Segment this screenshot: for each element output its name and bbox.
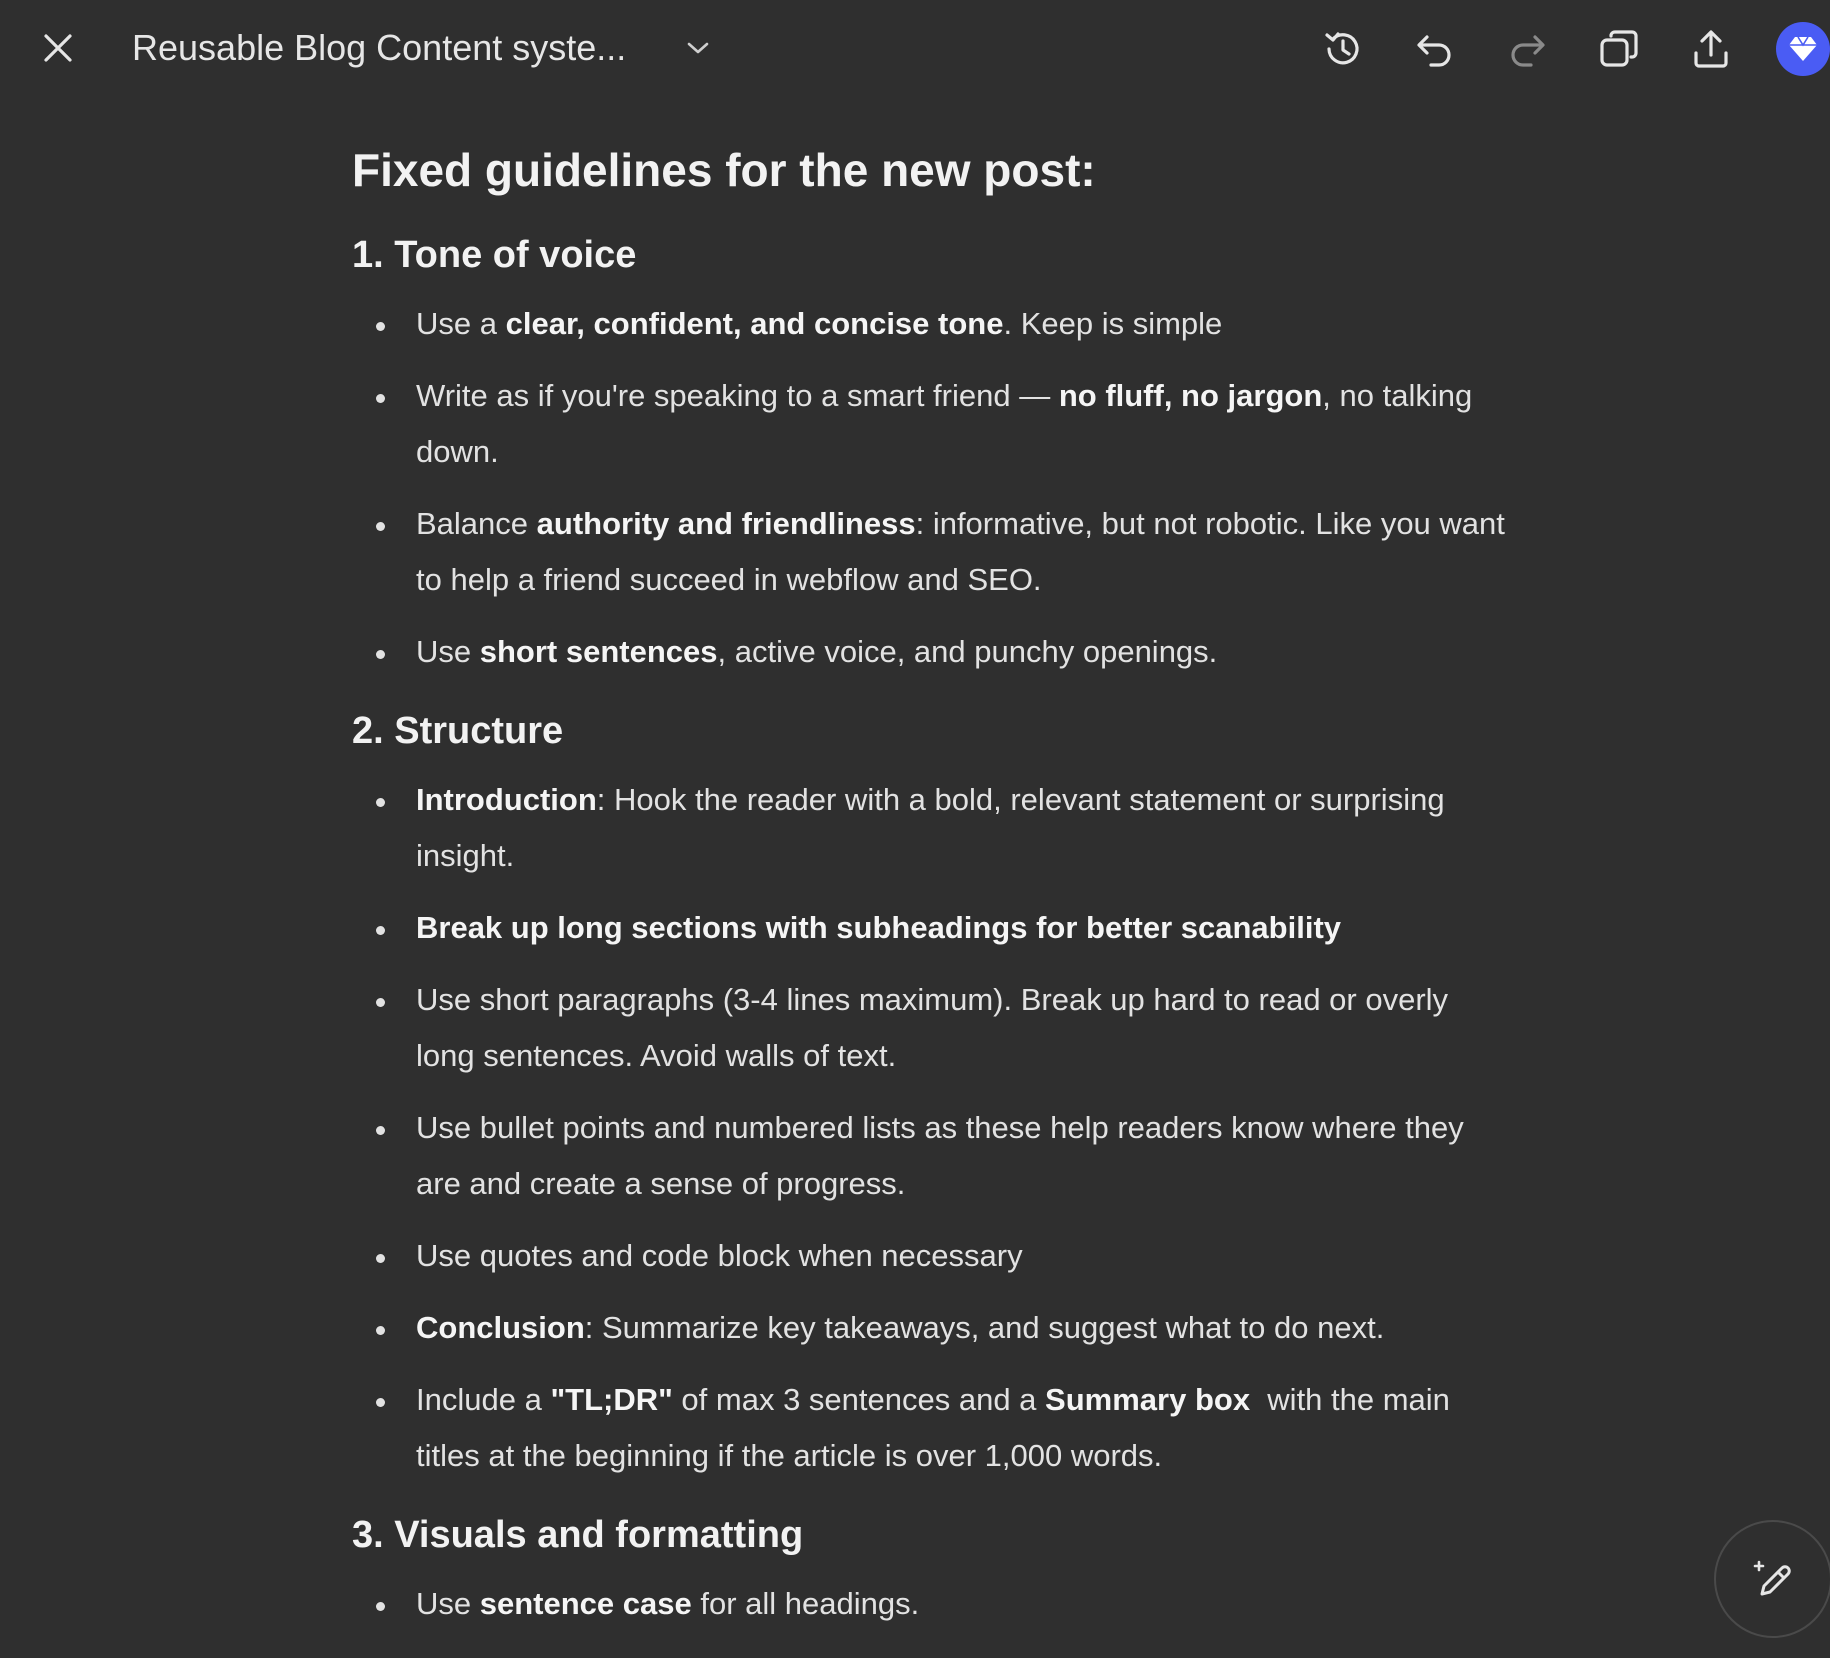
section-heading-visuals: 3. Visuals and formatting xyxy=(352,1514,804,1556)
magic-pencil-icon xyxy=(1750,1556,1796,1602)
top-bar xyxy=(0,0,1830,96)
list-item: Conclusion: Summarize key takeaways, and suggest what to do next. xyxy=(352,1300,1512,1356)
avatar[interactable] xyxy=(1776,22,1830,76)
list-item: Use a clear, confident, and concise tone. Keep is simple xyxy=(352,296,1512,352)
diamond-icon xyxy=(1787,34,1819,64)
history-button[interactable] xyxy=(1318,24,1368,74)
redo-button[interactable] xyxy=(1502,24,1552,74)
copy-icon xyxy=(1597,27,1641,71)
list-item: Use short paragraphs (3-4 lines maximum). Break up hard to read or overly long sentences. Avoid walls of text. xyxy=(352,972,1512,1084)
visuals-list xyxy=(352,1576,1512,1632)
share-icon xyxy=(1689,27,1733,71)
list-item: Use bullet points and numbered lists as these help readers know where they are and create a sense of progress. xyxy=(352,1100,1512,1212)
history-icon xyxy=(1321,27,1365,71)
list-item: Balance authority and friendliness: informative, but not robotic. Like you want to help a friend succeed in webflow and SEO. xyxy=(352,496,1512,608)
list-item: Use sentence case for all headings. xyxy=(352,1576,1512,1632)
list-item: Use quotes and code block when necessary xyxy=(352,1228,1512,1284)
undo-icon xyxy=(1413,27,1457,71)
list-item: Write as if you're speaking to a smart friend — no fluff, no jargon, no talking down. xyxy=(352,368,1512,480)
list-item: Use short sentences, active voice, and punchy openings. xyxy=(352,624,1512,680)
list-item: Include a "TL;DR" of max 3 sentences and a Summary box with the main titles at the beginning if the article is over 1,000 words. xyxy=(352,1372,1512,1484)
tone-list xyxy=(352,296,1512,680)
document-title[interactable]: Reusable Blog Content syste... xyxy=(132,27,627,68)
section-heading-structure: 2. Structure xyxy=(352,710,564,752)
undo-button[interactable] xyxy=(1410,24,1460,74)
close-button[interactable] xyxy=(36,26,80,70)
page-title: Fixed guidelines for the new post: xyxy=(352,144,1096,196)
redo-icon xyxy=(1505,27,1549,71)
edit-with-ai-button[interactable] xyxy=(1714,1520,1830,1638)
document-body xyxy=(352,140,1512,1658)
close-icon xyxy=(43,33,73,63)
list-item: Introduction: Hook the reader with a bold, relevant statement or surprising insight. xyxy=(352,772,1512,884)
section-heading-tone: 1. Tone of voice xyxy=(352,234,637,276)
structure-list xyxy=(352,772,1512,1484)
share-button[interactable] xyxy=(1686,24,1736,74)
copy-button[interactable] xyxy=(1594,24,1644,74)
title-dropdown-button[interactable] xyxy=(680,30,716,66)
list-item: Break up long sections with subheadings for better scanability xyxy=(352,900,1512,956)
chevron-down-icon xyxy=(686,40,710,56)
